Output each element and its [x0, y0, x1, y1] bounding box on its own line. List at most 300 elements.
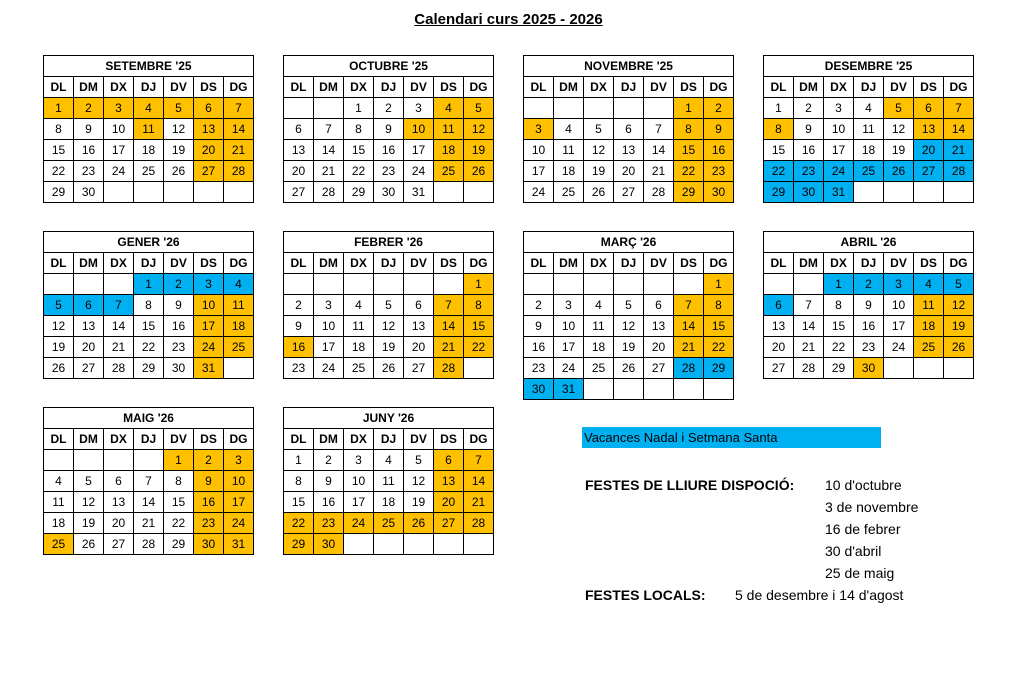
day-cell: 15 — [134, 316, 164, 337]
free-days-label: FESTES DE LLIURE DISPOCIÓ: — [585, 477, 795, 493]
day-cell: 19 — [584, 161, 614, 182]
day-cell: 22 — [464, 337, 494, 358]
day-cell: 24 — [224, 513, 254, 534]
local-days-value: 5 de desembre i 14 d'agost — [735, 587, 904, 603]
day-cell: 29 — [44, 182, 74, 203]
month-calendar — [43, 55, 254, 203]
day-cell: 21 — [944, 140, 974, 161]
day-cell: 6 — [74, 295, 104, 316]
day-cell: 1 — [764, 98, 794, 119]
day-cell: 2 — [74, 98, 104, 119]
weekday-header: DV — [164, 429, 194, 450]
day-cell: 17 — [104, 140, 134, 161]
day-cell: 31 — [404, 182, 434, 203]
day-cell: 9 — [704, 119, 734, 140]
day-cell — [194, 182, 224, 203]
day-cell: 25 — [584, 358, 614, 379]
weekday-header: DS — [914, 77, 944, 98]
day-cell: 14 — [224, 119, 254, 140]
day-cell: 9 — [284, 316, 314, 337]
day-cell: 11 — [344, 316, 374, 337]
month-calendar — [283, 407, 494, 555]
day-cell: 31 — [824, 182, 854, 203]
day-cell: 11 — [134, 119, 164, 140]
weekday-header: DX — [104, 77, 134, 98]
month-name: NOVEMBRE '25 — [524, 56, 734, 77]
day-cell: 25 — [554, 182, 584, 203]
month-name: FEBRER '26 — [284, 232, 494, 253]
day-cell: 22 — [704, 337, 734, 358]
day-cell: 2 — [524, 295, 554, 316]
day-cell: 11 — [434, 119, 464, 140]
day-cell: 17 — [404, 140, 434, 161]
weekday-header: DS — [194, 77, 224, 98]
day-cell — [914, 358, 944, 379]
weekday-header: DG — [224, 77, 254, 98]
day-cell — [644, 379, 674, 400]
weekday-header: DL — [284, 429, 314, 450]
weekday-header: DM — [74, 429, 104, 450]
day-cell: 13 — [284, 140, 314, 161]
day-cell: 4 — [554, 119, 584, 140]
day-cell: 28 — [314, 182, 344, 203]
day-cell: 13 — [434, 471, 464, 492]
weekday-header: DS — [674, 77, 704, 98]
day-cell: 27 — [404, 358, 434, 379]
weekday-header: DJ — [134, 77, 164, 98]
day-cell: 3 — [344, 450, 374, 471]
day-cell: 17 — [224, 492, 254, 513]
day-cell: 30 — [524, 379, 554, 400]
day-cell: 17 — [554, 337, 584, 358]
weekday-header: DX — [824, 77, 854, 98]
month-calendar — [523, 231, 734, 400]
page-title: Calendari curs 2025 - 2026 — [414, 11, 603, 28]
day-cell: 14 — [434, 316, 464, 337]
weekday-header: DV — [164, 253, 194, 274]
day-cell: 23 — [314, 513, 344, 534]
day-cell: 19 — [884, 140, 914, 161]
vacation-legend — [582, 427, 881, 448]
day-cell: 1 — [824, 274, 854, 295]
day-cell: 12 — [404, 471, 434, 492]
weekday-header: DM — [794, 77, 824, 98]
day-cell: 25 — [914, 337, 944, 358]
day-cell: 3 — [524, 119, 554, 140]
day-cell: 5 — [614, 295, 644, 316]
day-cell: 24 — [104, 161, 134, 182]
month-table — [43, 407, 254, 555]
weekday-header: DJ — [854, 253, 884, 274]
day-cell — [674, 274, 704, 295]
day-cell: 16 — [164, 316, 194, 337]
weekday-header: DL — [764, 253, 794, 274]
day-cell — [854, 182, 884, 203]
weekday-header: DS — [434, 429, 464, 450]
day-cell: 5 — [944, 274, 974, 295]
day-cell: 5 — [44, 295, 74, 316]
weekday-header: DG — [224, 429, 254, 450]
day-cell: 21 — [434, 337, 464, 358]
day-cell: 11 — [914, 295, 944, 316]
day-cell: 18 — [344, 337, 374, 358]
day-cell: 29 — [674, 182, 704, 203]
month-name: MARÇ '26 — [524, 232, 734, 253]
day-cell — [134, 182, 164, 203]
day-cell: 29 — [764, 182, 794, 203]
day-cell: 18 — [914, 316, 944, 337]
day-cell: 8 — [134, 295, 164, 316]
day-cell — [704, 379, 734, 400]
day-cell: 30 — [794, 182, 824, 203]
day-cell: 16 — [524, 337, 554, 358]
month-calendar — [43, 407, 254, 555]
day-cell: 10 — [104, 119, 134, 140]
day-cell — [944, 182, 974, 203]
day-cell: 25 — [854, 161, 884, 182]
weekday-header: DL — [44, 429, 74, 450]
day-cell: 1 — [164, 450, 194, 471]
day-cell: 27 — [914, 161, 944, 182]
day-cell: 26 — [44, 358, 74, 379]
day-cell: 20 — [434, 492, 464, 513]
day-cell: 28 — [134, 534, 164, 555]
weekday-header: DL — [44, 253, 74, 274]
day-cell: 3 — [104, 98, 134, 119]
day-cell: 16 — [194, 492, 224, 513]
month-name: ABRIL '26 — [764, 232, 974, 253]
day-cell: 25 — [434, 161, 464, 182]
day-cell: 22 — [44, 161, 74, 182]
day-cell: 15 — [344, 140, 374, 161]
day-cell: 29 — [344, 182, 374, 203]
day-cell: 24 — [884, 337, 914, 358]
day-cell: 5 — [164, 98, 194, 119]
day-cell: 22 — [674, 161, 704, 182]
day-cell: 6 — [614, 119, 644, 140]
day-cell: 9 — [194, 471, 224, 492]
day-cell: 26 — [584, 182, 614, 203]
day-cell: 25 — [344, 358, 374, 379]
day-cell: 10 — [524, 140, 554, 161]
day-cell: 28 — [794, 358, 824, 379]
day-cell: 23 — [524, 358, 554, 379]
free-day-date: 30 d'abril — [825, 543, 882, 559]
day-cell — [524, 274, 554, 295]
day-cell — [524, 98, 554, 119]
day-cell — [224, 358, 254, 379]
day-cell: 17 — [524, 161, 554, 182]
day-cell: 21 — [314, 161, 344, 182]
day-cell: 7 — [674, 295, 704, 316]
day-cell — [374, 274, 404, 295]
day-cell: 19 — [614, 337, 644, 358]
weekday-header: DX — [344, 253, 374, 274]
day-cell: 21 — [134, 513, 164, 534]
day-cell: 2 — [284, 295, 314, 316]
day-cell: 28 — [464, 513, 494, 534]
weekday-header: DG — [944, 253, 974, 274]
day-cell: 27 — [194, 161, 224, 182]
weekday-header: DM — [314, 77, 344, 98]
day-cell: 14 — [104, 316, 134, 337]
day-cell: 4 — [584, 295, 614, 316]
day-cell — [314, 98, 344, 119]
weekday-header: DM — [314, 253, 344, 274]
day-cell: 26 — [74, 534, 104, 555]
day-cell: 15 — [464, 316, 494, 337]
day-cell — [284, 98, 314, 119]
day-cell: 14 — [134, 492, 164, 513]
day-cell: 17 — [884, 316, 914, 337]
day-cell: 17 — [824, 140, 854, 161]
month-table — [43, 231, 254, 379]
day-cell: 13 — [644, 316, 674, 337]
month-name: MAIG '26 — [44, 408, 254, 429]
weekday-header: DS — [434, 77, 464, 98]
day-cell: 31 — [554, 379, 584, 400]
day-cell — [404, 274, 434, 295]
day-cell: 10 — [824, 119, 854, 140]
day-cell — [644, 98, 674, 119]
day-cell: 12 — [164, 119, 194, 140]
day-cell: 23 — [704, 161, 734, 182]
day-cell: 23 — [374, 161, 404, 182]
day-cell: 5 — [884, 98, 914, 119]
day-cell: 19 — [404, 492, 434, 513]
day-cell: 18 — [374, 492, 404, 513]
day-cell: 4 — [44, 471, 74, 492]
day-cell: 15 — [164, 492, 194, 513]
day-cell — [284, 274, 314, 295]
day-cell: 22 — [344, 161, 374, 182]
weekday-header: DX — [824, 253, 854, 274]
day-cell: 12 — [884, 119, 914, 140]
weekday-header: DL — [524, 253, 554, 274]
month-table — [523, 55, 734, 203]
day-cell: 15 — [824, 316, 854, 337]
day-cell: 1 — [344, 98, 374, 119]
day-cell: 23 — [74, 161, 104, 182]
day-cell: 4 — [134, 98, 164, 119]
weekday-header: DX — [344, 77, 374, 98]
day-cell: 1 — [134, 274, 164, 295]
day-cell — [434, 534, 464, 555]
day-cell: 12 — [614, 316, 644, 337]
day-cell: 24 — [194, 337, 224, 358]
day-cell: 8 — [674, 119, 704, 140]
day-cell — [794, 274, 824, 295]
day-cell: 12 — [74, 492, 104, 513]
weekday-header: DM — [554, 77, 584, 98]
day-cell: 20 — [104, 513, 134, 534]
day-cell: 22 — [134, 337, 164, 358]
day-cell: 2 — [854, 274, 884, 295]
day-cell: 10 — [194, 295, 224, 316]
day-cell: 2 — [314, 450, 344, 471]
day-cell: 4 — [434, 98, 464, 119]
day-cell: 5 — [464, 98, 494, 119]
day-cell: 3 — [884, 274, 914, 295]
day-cell: 4 — [224, 274, 254, 295]
day-cell — [74, 274, 104, 295]
day-cell: 10 — [884, 295, 914, 316]
day-cell: 20 — [764, 337, 794, 358]
day-cell: 27 — [614, 182, 644, 203]
day-cell: 7 — [644, 119, 674, 140]
day-cell: 13 — [74, 316, 104, 337]
day-cell: 7 — [794, 295, 824, 316]
day-cell: 7 — [464, 450, 494, 471]
day-cell: 6 — [194, 98, 224, 119]
day-cell: 26 — [944, 337, 974, 358]
month-calendar — [763, 231, 974, 379]
day-cell: 8 — [464, 295, 494, 316]
day-cell: 29 — [284, 534, 314, 555]
weekday-header: DS — [194, 253, 224, 274]
day-cell: 19 — [464, 140, 494, 161]
day-cell: 27 — [104, 534, 134, 555]
weekday-header: DS — [674, 253, 704, 274]
day-cell: 29 — [164, 534, 194, 555]
day-cell: 20 — [644, 337, 674, 358]
day-cell: 24 — [824, 161, 854, 182]
day-cell: 22 — [764, 161, 794, 182]
day-cell: 9 — [374, 119, 404, 140]
day-cell: 26 — [884, 161, 914, 182]
weekday-header: DJ — [614, 253, 644, 274]
month-calendar — [763, 55, 974, 203]
day-cell: 12 — [44, 316, 74, 337]
day-cell: 25 — [44, 534, 74, 555]
weekday-header: DS — [434, 253, 464, 274]
month-table — [43, 55, 254, 203]
day-cell: 15 — [284, 492, 314, 513]
day-cell: 1 — [44, 98, 74, 119]
day-cell — [764, 274, 794, 295]
day-cell: 7 — [224, 98, 254, 119]
day-cell: 24 — [314, 358, 344, 379]
day-cell: 29 — [134, 358, 164, 379]
day-cell: 27 — [74, 358, 104, 379]
day-cell: 30 — [374, 182, 404, 203]
day-cell: 24 — [554, 358, 584, 379]
day-cell: 3 — [224, 450, 254, 471]
day-cell: 16 — [794, 140, 824, 161]
day-cell: 24 — [404, 161, 434, 182]
day-cell — [104, 450, 134, 471]
day-cell: 12 — [464, 119, 494, 140]
day-cell: 31 — [224, 534, 254, 555]
day-cell — [344, 534, 374, 555]
day-cell: 16 — [374, 140, 404, 161]
day-cell — [104, 274, 134, 295]
day-cell: 26 — [374, 358, 404, 379]
day-cell: 6 — [644, 295, 674, 316]
day-cell: 14 — [314, 140, 344, 161]
weekday-header: DG — [944, 77, 974, 98]
day-cell: 16 — [284, 337, 314, 358]
day-cell: 26 — [464, 161, 494, 182]
weekday-header: DJ — [134, 429, 164, 450]
day-cell: 17 — [314, 337, 344, 358]
weekday-header: DV — [644, 77, 674, 98]
month-table — [283, 407, 494, 555]
weekday-header: DX — [344, 429, 374, 450]
day-cell: 20 — [914, 140, 944, 161]
day-cell — [584, 379, 614, 400]
weekday-header: DG — [464, 77, 494, 98]
month-calendar — [43, 231, 254, 379]
day-cell: 6 — [914, 98, 944, 119]
weekday-header: DV — [404, 77, 434, 98]
day-cell: 12 — [584, 140, 614, 161]
day-cell: 29 — [824, 358, 854, 379]
day-cell: 18 — [134, 140, 164, 161]
month-name: OCTUBRE '25 — [284, 56, 494, 77]
day-cell: 14 — [674, 316, 704, 337]
day-cell: 15 — [674, 140, 704, 161]
month-table — [763, 55, 974, 203]
day-cell: 6 — [764, 295, 794, 316]
day-cell: 8 — [764, 119, 794, 140]
free-day-date: 10 d'octubre — [825, 477, 902, 493]
day-cell: 26 — [404, 513, 434, 534]
day-cell — [464, 182, 494, 203]
day-cell: 7 — [134, 471, 164, 492]
day-cell: 8 — [704, 295, 734, 316]
month-table — [283, 231, 494, 379]
day-cell: 23 — [794, 161, 824, 182]
day-cell: 7 — [104, 295, 134, 316]
day-cell: 10 — [314, 316, 344, 337]
day-cell: 25 — [374, 513, 404, 534]
day-cell: 18 — [584, 337, 614, 358]
weekday-header: DG — [464, 253, 494, 274]
day-cell: 26 — [164, 161, 194, 182]
day-cell: 10 — [404, 119, 434, 140]
day-cell: 2 — [704, 98, 734, 119]
day-cell: 11 — [374, 471, 404, 492]
day-cell: 22 — [824, 337, 854, 358]
day-cell: 20 — [614, 161, 644, 182]
day-cell: 18 — [854, 140, 884, 161]
weekday-header: DJ — [374, 429, 404, 450]
day-cell: 6 — [284, 119, 314, 140]
day-cell: 13 — [614, 140, 644, 161]
day-cell — [224, 182, 254, 203]
day-cell — [44, 450, 74, 471]
local-days-label: FESTES LOCALS: — [585, 587, 706, 603]
day-cell: 23 — [854, 337, 884, 358]
day-cell: 8 — [344, 119, 374, 140]
month-name: DESEMBRE '25 — [764, 56, 974, 77]
day-cell: 15 — [764, 140, 794, 161]
day-cell: 23 — [284, 358, 314, 379]
weekday-header: DX — [104, 253, 134, 274]
free-day-date: 3 de novembre — [825, 499, 919, 515]
weekday-header: DM — [74, 77, 104, 98]
day-cell — [134, 450, 164, 471]
day-cell: 28 — [434, 358, 464, 379]
day-cell: 15 — [704, 316, 734, 337]
weekday-header: DV — [164, 77, 194, 98]
day-cell: 6 — [434, 450, 464, 471]
weekday-header: DV — [884, 77, 914, 98]
day-cell: 13 — [404, 316, 434, 337]
day-cell: 9 — [314, 471, 344, 492]
day-cell — [74, 450, 104, 471]
